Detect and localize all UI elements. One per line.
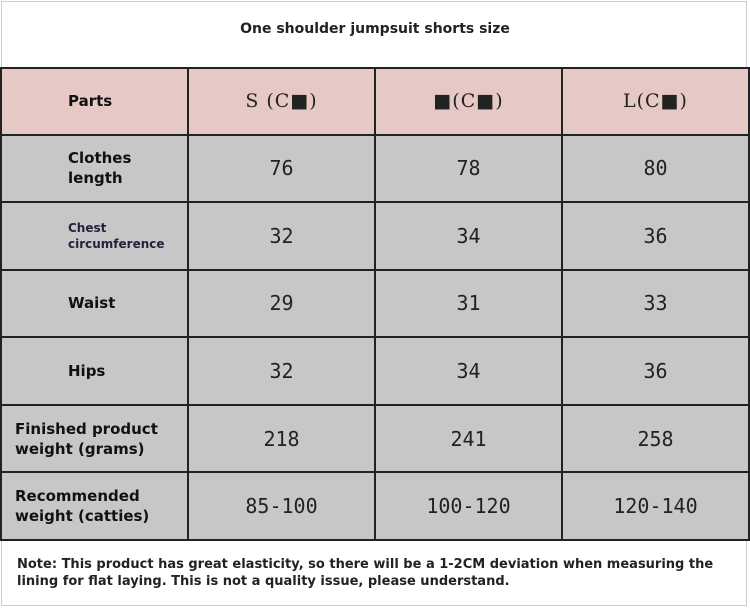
table-row bbox=[1, 270, 749, 338]
cell-value: 34 bbox=[375, 337, 562, 405]
table-row bbox=[1, 202, 749, 270]
cell-value: 34 bbox=[375, 202, 562, 270]
cell-value: 241 bbox=[375, 405, 562, 473]
cell-value: 32 bbox=[188, 337, 375, 405]
cell-value: 36 bbox=[562, 202, 749, 270]
cell-value: 80 bbox=[562, 135, 749, 203]
cell-value: 120-140 bbox=[562, 472, 749, 540]
table-row bbox=[1, 337, 749, 405]
header-size-s: S (C■) bbox=[188, 68, 375, 135]
cell-value: 33 bbox=[562, 270, 749, 338]
row-label: Recommended weight (catties) bbox=[1, 472, 188, 540]
cell-value: 85-100 bbox=[188, 472, 375, 540]
size-table bbox=[0, 67, 750, 541]
table-row bbox=[1, 472, 749, 540]
row-label: Hips bbox=[1, 337, 188, 405]
table-header-row bbox=[1, 68, 749, 135]
row-label: Clothes length bbox=[1, 135, 188, 203]
header-size-l: L(C■) bbox=[562, 68, 749, 135]
cell-value: 258 bbox=[562, 405, 749, 473]
cell-value: 100-120 bbox=[375, 472, 562, 540]
cell-value: 218 bbox=[188, 405, 375, 473]
table-row bbox=[1, 135, 749, 203]
cell-value: 36 bbox=[562, 337, 749, 405]
header-parts: Parts bbox=[1, 68, 188, 135]
header-size-m: ■(C■) bbox=[375, 68, 562, 135]
cell-value: 31 bbox=[375, 270, 562, 338]
cell-value: 76 bbox=[188, 135, 375, 203]
table-row bbox=[1, 405, 749, 473]
page-title: One shoulder jumpsuit shorts size bbox=[240, 21, 510, 37]
row-label: Waist bbox=[1, 270, 188, 338]
cell-value: 29 bbox=[188, 270, 375, 338]
cell-value: 78 bbox=[375, 135, 562, 203]
cell-value: 32 bbox=[188, 202, 375, 270]
row-label: Finished product weight (grams) bbox=[1, 405, 188, 473]
row-label: Chest circumference bbox=[1, 202, 188, 270]
footnote: Note: This product has great elasticity, so there will be a 1-2CM deviation when measuring the lining for flat laying. This is not a quality issue, please understand. bbox=[17, 557, 714, 589]
